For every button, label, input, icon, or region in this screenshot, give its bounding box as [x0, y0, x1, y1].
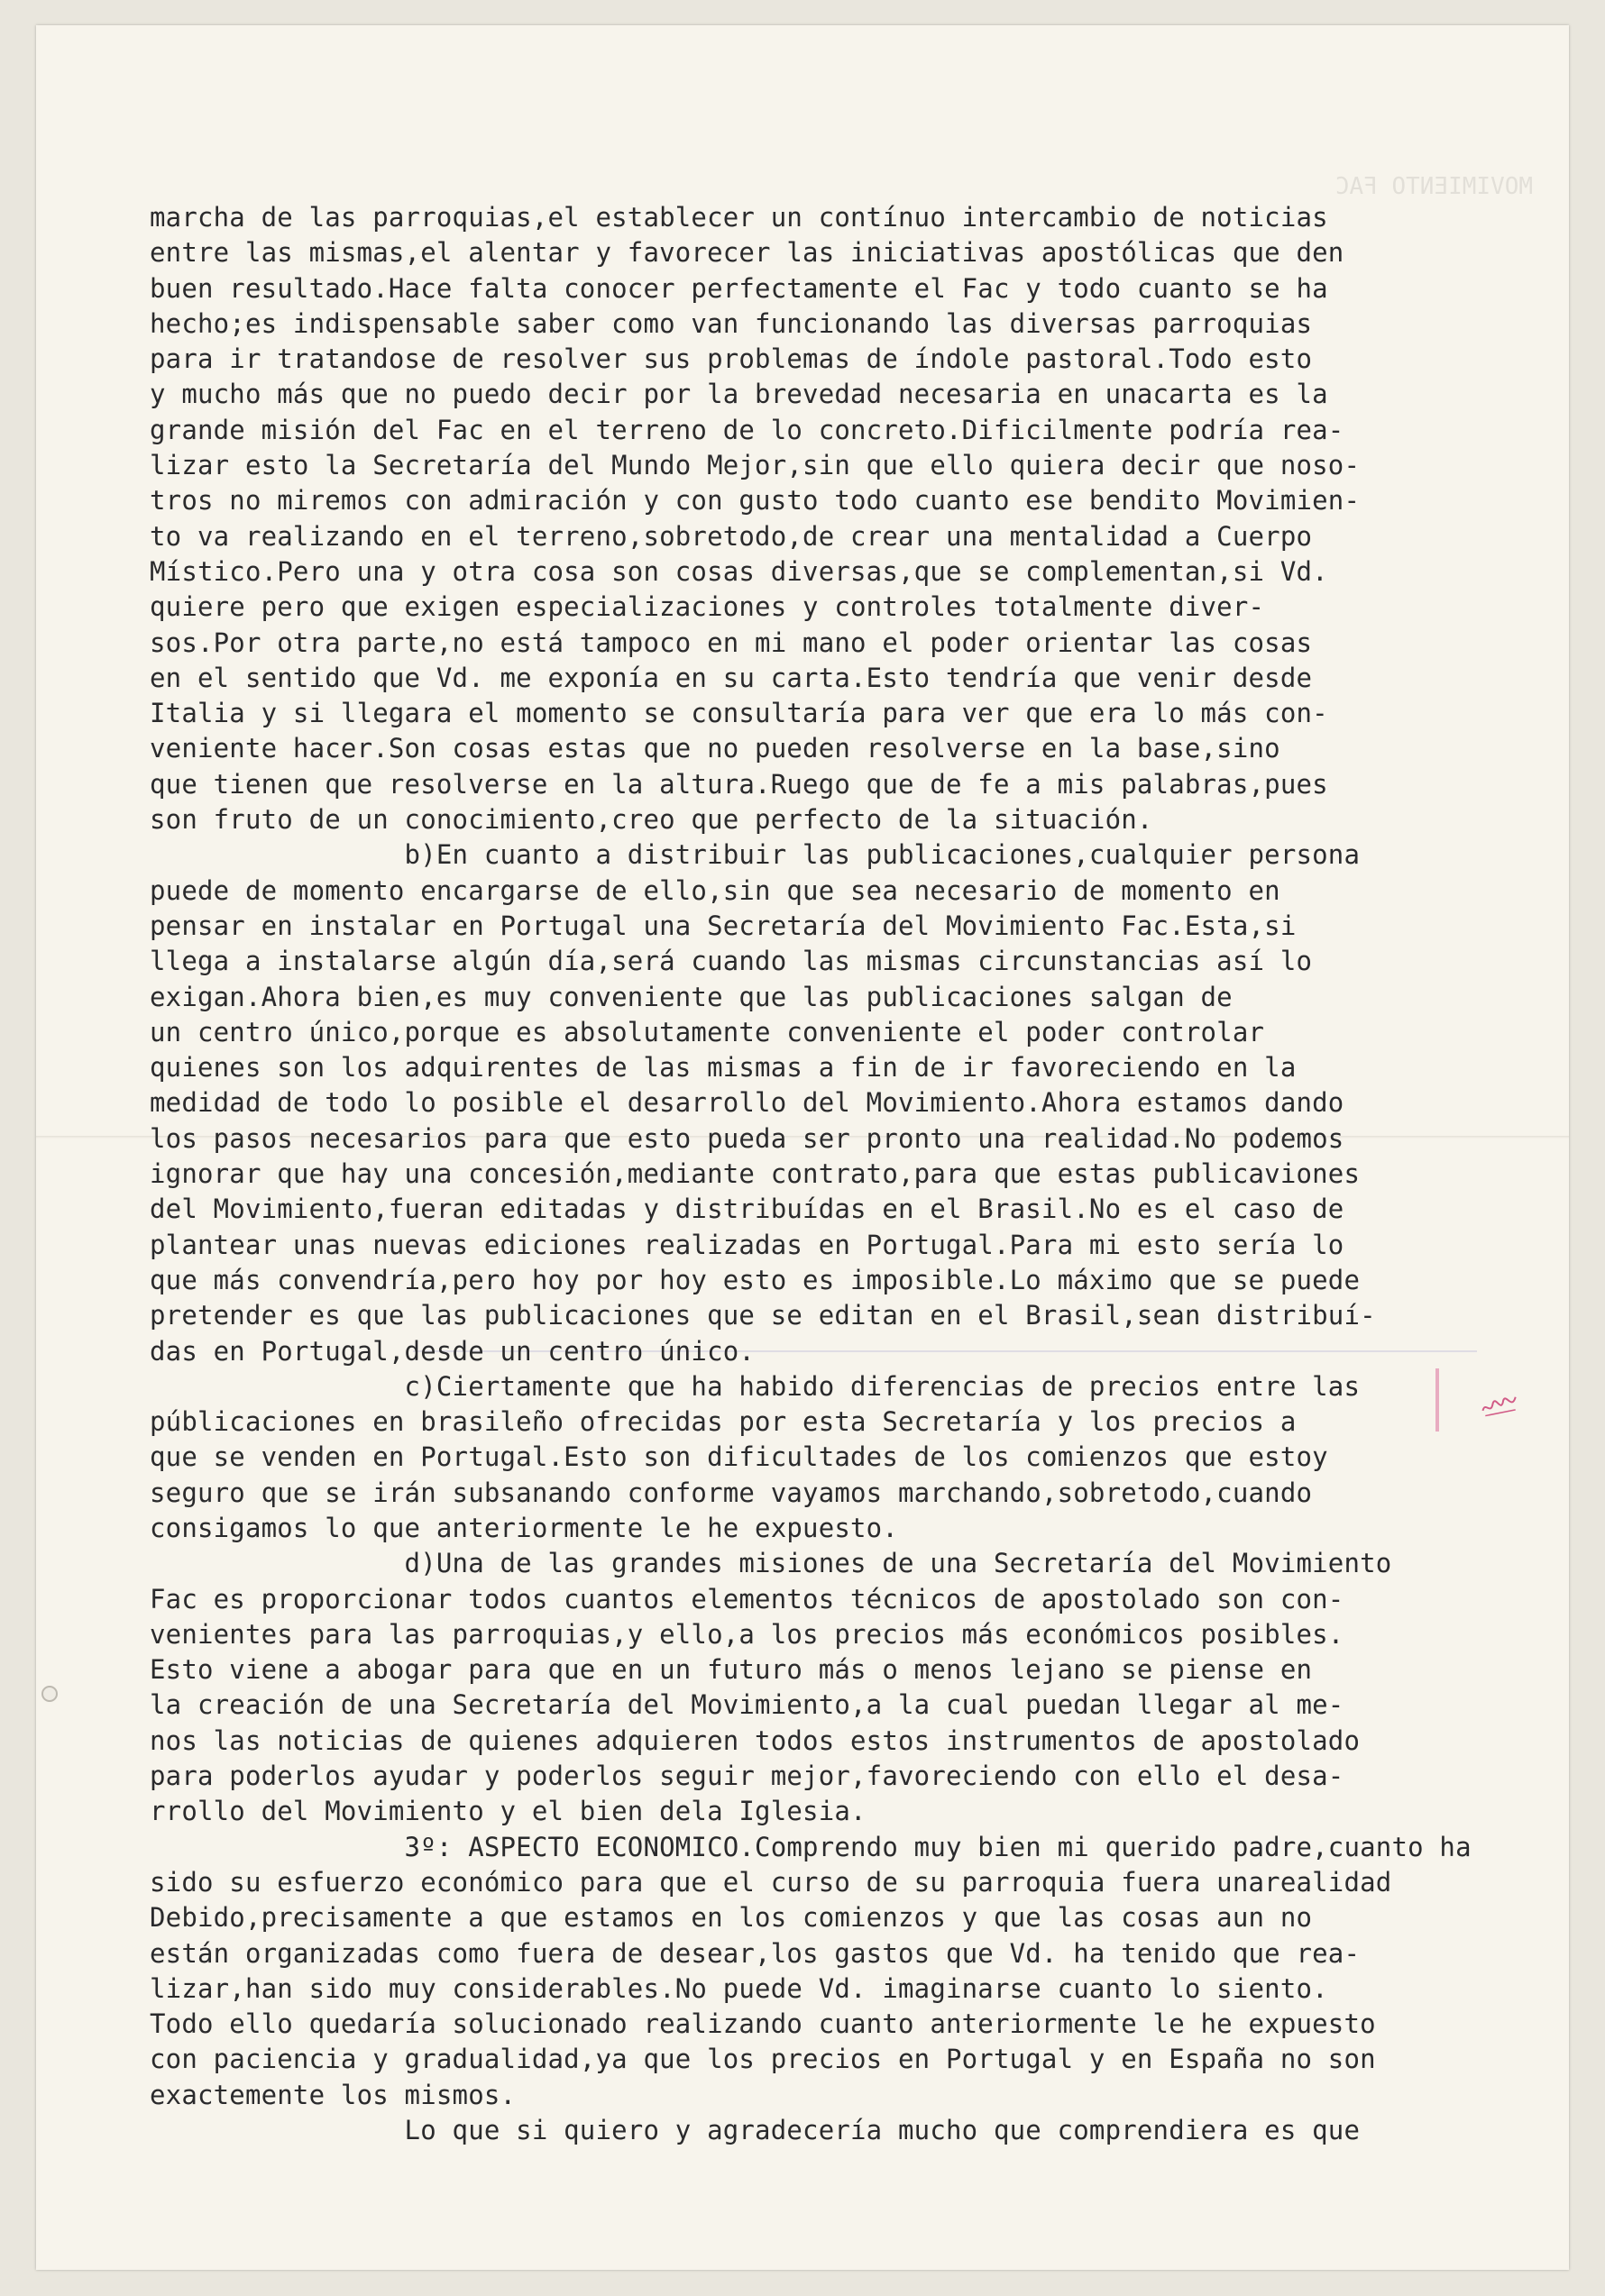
text-line: veniente hacer.Son cosas estas que no pueden resolverse en la base,sino [150, 733, 1280, 764]
text-line: para poderlos ayudar y poderlos seguir mejor,favoreciendo con ello el desa- [150, 1761, 1344, 1792]
text-line: buen resultado.Hace falta conocer perfectamente el Fac y todo cuanto se ha [150, 272, 1328, 304]
text-line: to va realizando en el terreno,sobretodo,de crear una mentalidad a Cuerpo [150, 520, 1313, 552]
text-line: nos las noticias de quienes adquieren todos estos instrumentos de apostolado [150, 1724, 1361, 1756]
text-line: medidad de todo lo posible el desarrollo del Movimiento.Ahora estamos dando [150, 1087, 1344, 1119]
text-line: que tienen que resolverse en la altura.Ruego que de fe a mis palabras,pues [150, 768, 1328, 800]
text-line: lizar,han sido muy considerables.No puede Vd. imaginarse cuanto lo siento. [150, 1972, 1328, 2004]
text-line: consigamos lo que anteriormente le he expuesto. [150, 1512, 898, 1543]
text-line: das en Portugal,desde un centro único. [150, 1335, 756, 1367]
text-line: y mucho más que no puedo decir por la brevedad necesaria en unacarta es la [150, 379, 1328, 410]
text-line: exactemente los mismos. [150, 2079, 517, 2110]
text-line: para ir tratandose de resolver sus problemas de índole pastoral.Todo esto [150, 343, 1313, 375]
text-line: puede de momento encargarse de ello,sin que sea necesario de momento en [150, 874, 1280, 906]
text-line: venientes para las parroquias,y ello,a los precios más económicos posibles. [150, 1618, 1344, 1650]
text-line: Lo que si quiero y agradecería mucho que comprendiera es que [150, 2115, 1361, 2146]
text-line: marcha de las parroquias,el establecer un contínuo intercambio de noticias [150, 202, 1328, 233]
text-line: Italia y si llegara el momento se consultaría para ver que era lo más con- [150, 698, 1328, 729]
text-line: sos.Por otra parte,no está tampoco en mi mano el poder orientar las cosas [150, 627, 1313, 658]
text-line: quiere pero que exigen especializaciones y controles totalmente diver- [150, 591, 1265, 623]
text-line: públicaciones en brasileño ofrecidas por esta Secretaría y los precios a [150, 1406, 1297, 1438]
text-line: un centro único,porque es absolutamente conveniente el poder controlar [150, 1016, 1265, 1047]
text-line: b)En cuanto a distribuir las publicaciones,cualquier persona [150, 839, 1361, 871]
text-line: seguro que se irán subsanando conforme vayamos marchando,sobretodo,cuando [150, 1477, 1313, 1508]
text-line: grande misión del Fac en el terreno de lo concreto.Dificilmente podría rea- [150, 414, 1344, 445]
text-line: con paciencia y gradualidad,ya que los precios en Portugal y en España no son [150, 2044, 1376, 2075]
text-line: que más convendría,pero hoy por hoy esto es imposible.Lo máximo que se puede [150, 1264, 1361, 1295]
text-line: hecho;es indispensable saber como van funcionando las diversas parroquias [150, 307, 1313, 339]
text-line: 3º: ASPECTO ECONOMICO.Comprendo muy bien mi querido padre,cuanto ha [150, 1831, 1472, 1862]
text-line: pensar en instalar en Portugal una Secretaría del Movimiento Fac.Esta,si [150, 910, 1297, 941]
text-line: rrollo del Movimiento y el bien dela Iglesia. [150, 1796, 867, 1827]
text-line: están organizadas como fuera de desear,los gastos que Vd. ha tenido que rea- [150, 1937, 1361, 1969]
text-line: la creación de una Secretaría del Movimiento,a la cual puedan llegar al me- [150, 1689, 1344, 1721]
text-line: ignorar que hay una concesión,mediante contrato,para que estas publicaviones [150, 1158, 1361, 1190]
text-line: los pasos necesarios para que esto pueda ser pronto una realidad.No podemos [150, 1122, 1344, 1154]
text-line: Debido,precisamente a que estamos en los comienzos y que las cosas aun no [150, 1902, 1313, 1934]
text-line: en el sentido que Vd. me exponía en su carta.Esto tendría que venir desde [150, 662, 1313, 693]
show-through-text: MOVIMIENTO FAC [1334, 173, 1533, 200]
text-line: entre las mismas,el alentar y favorecer las iniciativas apostólicas que den [150, 237, 1344, 269]
text-line: plantear unas nuevas ediciones realizadas en Portugal.Para mi esto sería lo [150, 1229, 1344, 1260]
text-line: exigan.Ahora bien,es muy conveniente que las publicaciones salgan de [150, 981, 1233, 1012]
punch-hole [41, 1686, 58, 1702]
text-line: Todo ello quedaría solucionado realizando cuanto anteriormente le he expuesto [150, 2008, 1376, 2040]
text-line: que se venden en Portugal.Esto son dificultades de los comienzos que estoy [150, 1441, 1328, 1473]
text-line: Esto viene a abogar para que en un futuro más o menos lejano se piense en [150, 1654, 1313, 1686]
text-line: Místico.Pero una y otra cosa son cosas diversas,que se complementan,si Vd. [150, 555, 1328, 587]
text-line: Fac es proporcionar todos cuantos elementos técnicos de apostolado son con- [150, 1583, 1344, 1615]
text-line: lizar esto la Secretaría del Mundo Mejor,sin que ello quiera decir que noso- [150, 450, 1361, 481]
letter-page [36, 25, 1569, 2270]
text-line: quienes son los adquirentes de las mismas a fin de ir favoreciendo en la [150, 1052, 1297, 1084]
text-line: llega a instalarse algún día,será cuando las mismas circunstancias así lo [150, 946, 1313, 977]
text-line: c)Ciertamente que ha habido diferencias de precios entre las [150, 1370, 1361, 1402]
text-line: pretender es que las publicaciones que se editan en el Brasil,sean distribuí- [150, 1300, 1376, 1331]
text-line: del Movimiento,fueran editadas y distribuídas en el Brasil.No es el caso de [150, 1194, 1344, 1225]
letter-body [150, 200, 1569, 2148]
text-line: sido su esfuerzo económico para que el curso de su parroquia fuera unarealidad [150, 1866, 1392, 1898]
text-line: d)Una de las grandes misiones de una Secretaría del Movimiento [150, 1548, 1392, 1579]
text-line: son fruto de un conocimiento,creo que perfecto de la situación. [150, 804, 1153, 836]
text-line: tros no miremos con admiración y con gusto todo cuanto ese bendito Movimien- [150, 485, 1361, 517]
